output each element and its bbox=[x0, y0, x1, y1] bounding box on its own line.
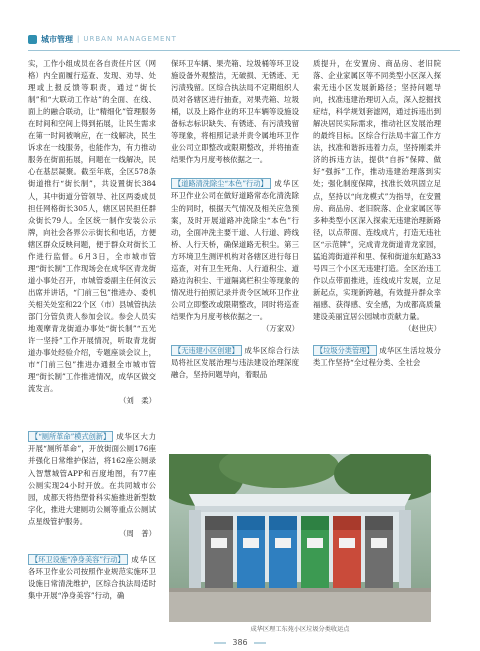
subsection-heading: 【垃圾分类管理】 bbox=[313, 345, 377, 356]
header-rule bbox=[28, 50, 460, 51]
paragraph: 质提升，在安置房、商品房、老旧院落、企业家属区等不同类型小区深入探索无违小区发展新路径；坚持问题导向，找准违建治理切入点，深入挖掘找症结，科学规划套滤网，通过拆违出到解决居民实际需求，推动社区发展治理的最终目标。区综合行法局丰富工作方法，找准和谐拆违着力点，坚持刚柔并济的拆违方法，提供“自拆”保障、做好“强拆”工作，推动违建治理落到实处；强化制度保障，找准长效巩固立足点，坚持以“向龙模式”为指导，在安置房、商品房、老旧院落、企业家属区等多种类型小区深入探索无违建治理新路径，以点带面、连线成片，打造无违社区“示范牌”，完成青龙街道青龙家园，猛追湾街道祥和里、保和街道东虹路33号四三个小区无违建打造。全区治违工作以点带面推进，连线成片发展，立足新起点，实现新跨越，有效提升群众幸福感、获得感、安全感，为成都高质量建设美丽宜居公园城市贡献力量。 bbox=[313, 59, 441, 321]
subsection-heading: 【“厕所革命”模式创新】 bbox=[28, 431, 113, 442]
paragraph-block bbox=[28, 554, 156, 602]
header-divider: | bbox=[77, 35, 80, 43]
column-2 bbox=[171, 58, 299, 381]
paragraph-block bbox=[28, 431, 156, 527]
subsection-heading: 【无违建小区创建】 bbox=[171, 345, 242, 356]
paragraph-block bbox=[313, 345, 441, 369]
paragraph-block bbox=[171, 345, 299, 381]
paragraph-block bbox=[171, 178, 299, 323]
section-title-en: URBAN MANAGEMENT bbox=[83, 35, 177, 43]
author-signature: （周 普） bbox=[119, 528, 156, 538]
footer-ornament bbox=[214, 642, 226, 644]
subsection-heading: 【环卫设施“净身美容”行动】 bbox=[28, 554, 128, 565]
page-number: 386 bbox=[232, 638, 248, 647]
paragraph: 成华区生活垃圾分类工作坚持“全过程分类、全社会 bbox=[313, 346, 441, 368]
paragraph: 实，工作小组成员在各自责任片区（网格）内全面履行巡查、发现、劝导、处理或上报反馈等职责，通过“街长制”和“大联动工作站”的全面、在线、面上的融合联动，让“精细化”管理服务在时间和空间上得到拓展，让民生需求在第一时间被响应，在一线解决，民生诉求在一线服务，也能作为，有力推动服务在街面拓展，问题在一线解决，民心在基层凝聚。截至年底，全区578条街道推行“街长制”，共设置街长384人，其中街道分管领导、社区两委成员担任网格街长305人，辖区居民担任群众街长79人。全区统一制作安装公示牌，向社会各界公示街长和电话，方便辖区群众反映问题，便于群众对街长工作进行监督。6月3日，全市城市管理“街长制”工作现场会在成华区青龙街道小事处召开，市城管委副主任何汝云出席并讲话，“门前三包”推进办、委机关相关处室和22个区（市）县城管执法部门分管负责人参加会议。参会人员实地观摩青龙街道办事处“街长制”“五光许一坚持”工作开展情况，听取青龙街道办事处经验介绍，专题座谈会议上，市“门前三包”推进办通报全市城市管理“街长制”工作推进情况，成华区做交流发言。 bbox=[28, 59, 156, 394]
paragraph: 保环卫车辆、果壳箱、垃圾桶等环卫设施设备外观整洁，无破损、无锈迹、无污渍残留。区综合执法局不定期组织人员对各辖区进行抽查，对果壳箱、垃圾桶，以及上路作业的环卫车辆等设施设备标志标识缺失、有锈迹、有污渍残留等现象，将相照记录并责令属地环卫作业公司立即整改或限期整改，并将抽查结果作为月度考核依据之一。 bbox=[171, 59, 299, 165]
paragraph: 成华区综合行法局将社区发展治理与违法建设治理深度融合，坚持问题导向，着眼品 bbox=[171, 346, 299, 380]
section-title: 城市管理 bbox=[41, 34, 73, 44]
footer-ornament bbox=[254, 642, 266, 644]
author-signature: （万家双） bbox=[262, 323, 299, 333]
section-icon bbox=[28, 35, 37, 44]
photo-caption: 成华区理工东苑小区垃圾分类收运点 bbox=[250, 626, 350, 633]
subsection-heading: 【道路清洗除尘“本色”行动】 bbox=[171, 178, 271, 189]
author-signature: （赵世庆） bbox=[404, 324, 441, 334]
page-number-footer bbox=[0, 638, 480, 647]
author-signature: （刘 柔） bbox=[119, 396, 156, 406]
garbage-station-photo bbox=[169, 454, 431, 622]
paragraph: 成华区环卫作业公司在做好道路常态化清洗除尘的同时，根据天气情况及相关应急预案，及时开展道路冲洗除尘“本色”行动，全面冲洗主要干道、人行道、跨线桥、人行天桥，确保道路无积尘。第三方环境卫生测评机构对各辖区进行每日巡查，对有卫生死角、人行道积尘、道路边沟积尘、干道隔离栏积尘等现象的情况进行拍照记录并责令区域环卫作业公司立即整改或限期整改，同时将巡查结果作为月度考核依据之一。 bbox=[171, 179, 299, 321]
column-3 bbox=[313, 58, 441, 369]
column-1 bbox=[28, 58, 156, 602]
paragraph: 成华区各环卫作业公司按照作业规范实施环卫设施日常清洗维护，区综合执法局适时集中开展“净身美容”行动，确 bbox=[28, 554, 156, 600]
page-header bbox=[28, 30, 460, 48]
photo-illustration bbox=[169, 454, 431, 622]
paragraph: 成华区大力开展“厕所革命”，开放街面公厕176座并强化日常维护保洁，将162座公厕录入智慧城管APP和百度地图，有77座公厕实现24小时开放。在共同城市公园，成都天将热塑骨科实施推进新型数字化，推进大建厕功公厕等重点公厕试点星级管护服务。 bbox=[28, 432, 156, 526]
